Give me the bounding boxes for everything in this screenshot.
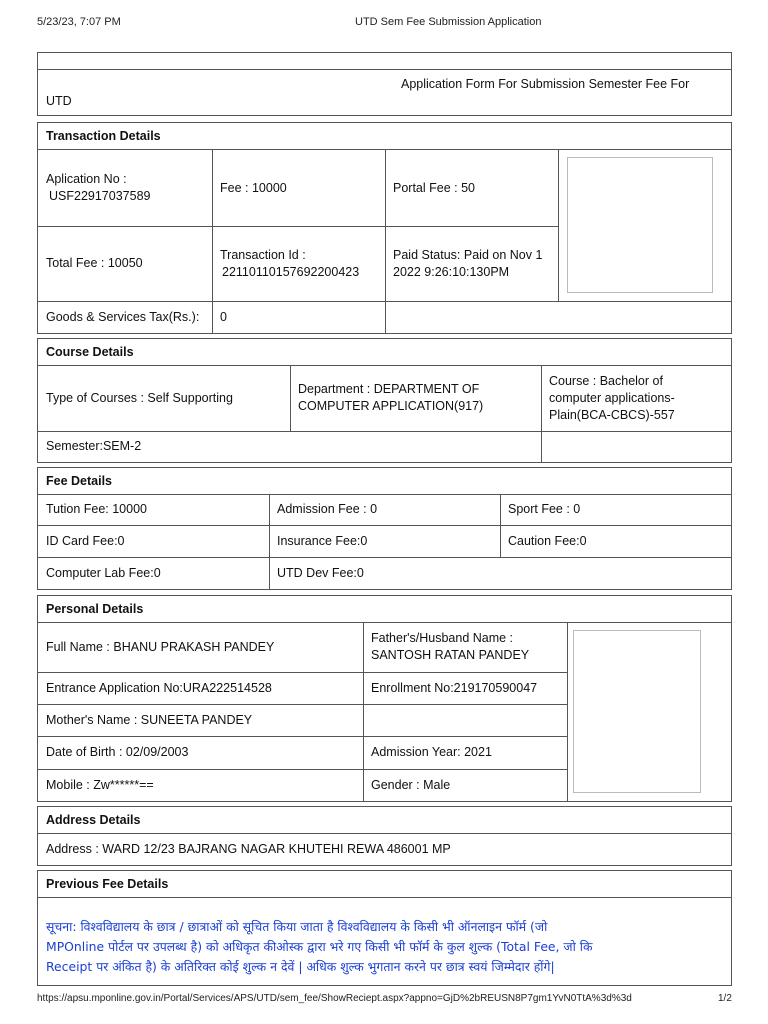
entrance-application-no: Entrance Application No:URA222514528 [46, 680, 272, 695]
paid-status-cell [385, 226, 558, 301]
course-line3: Plain(BCA-CBCS)-557 [549, 407, 675, 422]
transaction-heading: Transaction Details [46, 129, 161, 143]
course-line2: computer applications- [549, 390, 675, 405]
gst-value: 0 [220, 309, 227, 324]
paid-status-line2: 2022 9:26:10:130PM [393, 264, 510, 279]
fee-heading: Fee Details [46, 473, 113, 488]
personal-section [37, 595, 732, 802]
tuition-fee: Tution Fee: 10000 [46, 502, 147, 516]
course-line1: Course : Bachelor of [549, 373, 663, 388]
notice-line2: MPOnline पोर्टल पर उपलब्ध है) को अधिकृत कीओस्क द्वारा भरे गए किसी भी फॉर्म के कुल शुल्क (Total Fee, जो कि [46, 939, 593, 954]
notice-line1: सूचना: विश्वविद्यालय के छात्र / छात्राओं को सूचित किया जाता है विश्वविद्यालय के किसी भी ऑनलाइन फॉर्म (जो [46, 919, 548, 934]
hindi-notice [46, 917, 726, 977]
print-footer-url: https://apsu.mponline.gov.in/Portal/Services/APS/UTD/sem_fee/ShowReciept.aspx?appno=GjD%2bREUSN8P7gm1YvN0TtA%3d%3d [37, 993, 632, 1004]
department-line2: COMPUTER APPLICATION(917) [298, 399, 484, 413]
form-title-line1: Application Form For Submission Semester Fee For [401, 77, 690, 91]
fee-value: Fee : 10000 [220, 180, 287, 195]
transaction-section [37, 122, 732, 334]
form-title-line2: UTD [46, 94, 72, 108]
mother-name: Mother's Name : SUNEETA PANDEY [46, 712, 253, 727]
notice-line3: Receipt पर अंकित है) के अतिरिक्त कोई शुल्क न देवें | अधिक शुल्क भुगतान करने पर छात्र स्वयं जिम्मेदार होंगे| [46, 959, 555, 974]
personal-heading: Personal Details [46, 601, 144, 616]
course-name-cell [541, 365, 731, 431]
application-no-cell [38, 150, 212, 226]
form-title-box [37, 52, 732, 116]
department-line1: Department : DEPARTMENT OF [298, 382, 480, 396]
id-card-fee: ID Card Fee:0 [46, 533, 125, 548]
admission-year: Admission Year: 2021 [371, 745, 492, 759]
address-value: Address : WARD 12/23 BAJRANG NAGAR KHUTEHI REWA 486001 MP [46, 841, 451, 856]
gst-label: Goods & Services Tax(Rs.): [46, 309, 200, 324]
computer-lab-fee: Computer Lab Fee:0 [46, 565, 161, 580]
course-type: Type of Courses : Self Supporting [46, 390, 233, 405]
print-footer-page: 1/2 [718, 993, 732, 1004]
course-section [37, 338, 732, 463]
enrollment-no: Enrollment No:219170590047 [371, 680, 538, 695]
gender: Gender : Male [371, 777, 451, 792]
application-no-value: USF22917037589 [49, 189, 151, 203]
transaction-id-value: 22110110157692200423 [222, 264, 360, 279]
mobile: Mobile : Zw******== [46, 777, 154, 792]
previous-fee-heading: Previous Fee Details [46, 876, 169, 891]
transaction-photo-placeholder [567, 157, 713, 293]
caution-fee: Caution Fee:0 [508, 533, 587, 548]
address-section [37, 806, 732, 866]
course-heading: Course Details [46, 344, 134, 359]
utd-dev-fee: UTD Dev Fee:0 [277, 565, 364, 580]
department-cell [290, 365, 541, 431]
admission-fee: Admission Fee : 0 [277, 502, 378, 516]
father-name-value: SANTOSH RATAN PANDEY [371, 648, 530, 662]
semester-value: Semester:SEM-2 [46, 439, 142, 453]
application-no-label: Aplication No : [46, 172, 127, 186]
insurance-fee: Insurance Fee:0 [277, 533, 368, 548]
full-name: Full Name : BHANU PRAKASH PANDEY [46, 639, 275, 654]
transaction-id-cell [212, 226, 385, 301]
address-heading: Address Details [46, 812, 141, 827]
total-fee-value: Total Fee : 10050 [46, 256, 143, 270]
print-title: UTD Sem Fee Submission Application [355, 16, 542, 28]
student-photo-placeholder [573, 630, 701, 793]
father-name-label: Father's/Husband Name : [371, 631, 514, 645]
paid-status-line1: Paid Status: Paid on Nov 1 [393, 247, 543, 262]
print-datetime: 5/23/23, 7:07 PM [37, 16, 121, 28]
transaction-id-label: Transaction Id : [220, 247, 306, 262]
sport-fee: Sport Fee : 0 [508, 502, 581, 516]
father-name-cell [363, 622, 567, 672]
date-of-birth: Date of Birth : 02/09/2003 [46, 745, 189, 759]
portal-fee-value: Portal Fee : 50 [393, 180, 475, 195]
fee-section [37, 467, 732, 590]
